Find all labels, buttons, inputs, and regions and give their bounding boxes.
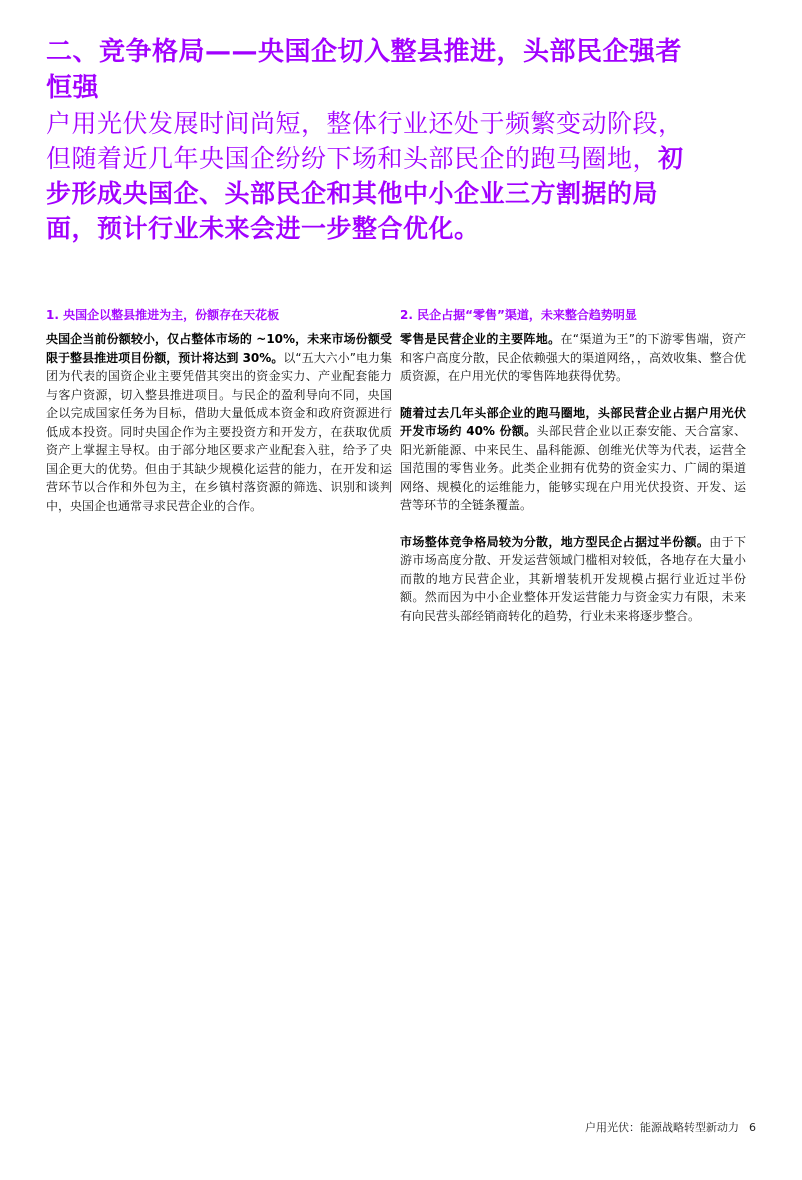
page-footer — [585, 1120, 756, 1136]
left-column — [46, 306, 392, 533]
left-paragraph-1 — [46, 330, 392, 515]
right-column — [400, 306, 746, 643]
section-intro — [46, 106, 686, 246]
right-paragraph-3-bold: 市场整体竞争格局较为分散，地方型民企占据过半份额。 — [400, 534, 710, 549]
right-subtitle: 2. 民企占据“零售”渠道，未来整合趋势明显 — [400, 308, 637, 322]
footer-title: 户用光伏：能源战略转型新动力 — [585, 1121, 739, 1134]
intro-emphasis-text: 初步形成央国企、头部民企和其他中小企业三方割据的局面，预计行业未来会进一步整合优化。 — [46, 144, 684, 243]
right-paragraph-3-text: 由于下游市场高度分散、开发运营领域门槛相对较低，各地存在大量小而散的地方民营企业，其新增装机开发规模占据行业近过半份额。然而因为中小企业整体开发运营能力与资金实力有限，未来有向民营头部经销商转化的趋势，行业未来将逐步整合。 — [400, 534, 746, 623]
left-paragraph-1-text: 以“五大六小”电力集团为代表的国资企业主要凭借其突出的资金实力、产业配套能力与客户资源，切入整县推进项目。与民企的盈利导向不同，央国企以完成国家任务为目标，借助大量低成本资金和政府资源进行低成本投资。同时央国企作为主要投资方和开发方，在获取优质资产上掌握主导权。由于部分地区要求产业配套入驻，给予了央国企更大的优势。但由于其缺少规模化运营的能力，在开发和运营环节以合作和外包为主，在乡镇村落资源的筛选、识别和谈判中，央国企也通常寻求民营企业的合作。 — [46, 350, 393, 513]
section-heading: 二、竞争格局——央国企切入整县推进，头部民企强者恒强 — [46, 37, 683, 103]
intro-regular-text: 户用光伏发展时间尚短，整体行业还处于频繁变动阶段，但随着近几年央国企纷纷下场和头部民企的跑马圈地， — [46, 109, 684, 173]
right-paragraph-2-bold: 随着过去几年头部企业的跑马圈地，头部民营企业占据户用光伏开发市场约 40% 份额。 — [400, 405, 746, 438]
left-paragraph-1-bold: 央国企当前份额较小，仅占整体市场的 ~10%，未来市场份额受限于整县推进项目份额，预计将达到 30%。 — [46, 332, 392, 365]
right-paragraph-3 — [400, 533, 746, 626]
right-paragraph-1-text: 在“渠道为王”的下游零售端，资产和客户高度分散，民企依赖强大的渠道网络，，高效收集、整合优质资源，在户用光伏的零售阵地获得优势。 — [400, 332, 746, 383]
page-number: 6 — [749, 1121, 756, 1134]
left-subtitle: 1. 央国企以整县推进为主，份额存在天花板 — [46, 308, 280, 322]
right-paragraph-1-bold: 零售是民营企业的主要阵地。 — [400, 332, 561, 346]
right-paragraph-2 — [400, 404, 746, 515]
right-paragraph-1 — [400, 330, 746, 386]
right-paragraph-2-text: 头部民营企业以正泰安能、天合富家、阳光新能源、中来民生、晶科能源、创维光伏等为代表，运营全国范围的零售业务。此类企业拥有优势的资金实力、广阔的渠道网络、规模化的运维能力，能够实现在户用光伏投资、开发、运营等环节的全链条覆盖。 — [400, 424, 746, 512]
